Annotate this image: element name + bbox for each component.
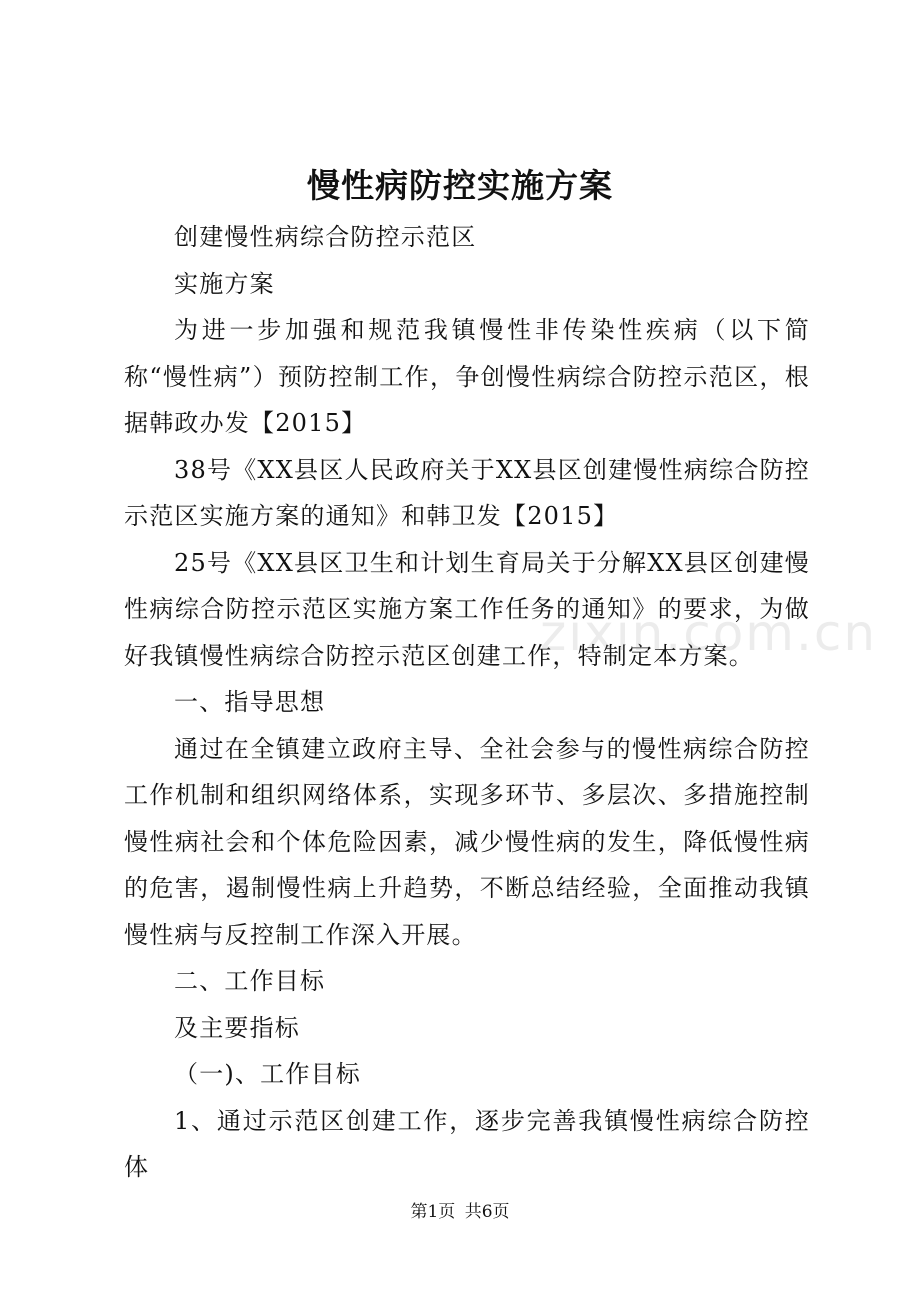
document-title: 慢性病防控实施方案 bbox=[307, 166, 613, 205]
section-heading: 一、指导思想 bbox=[174, 688, 326, 716]
paragraph: 创建慢性病综合防控示范区 bbox=[174, 223, 477, 251]
paragraph: 25号《XX县区卫生和计划生育局关于分解XX县区创建慢性病综合防控示范区实施方案工作任务的通知》的要求，为做好我镇慢性病综合防控示范区创建工作，特制定本方案。 bbox=[124, 548, 810, 670]
page-number: 第1页 bbox=[410, 1202, 456, 1222]
paragraph: 1、通过示范区创建工作，逐步完善我镇慢性病综合防控体 bbox=[124, 1106, 810, 1181]
section-heading: 及主要指标 bbox=[174, 1013, 300, 1042]
paragraph: 为进一步加强和规范我镇慢性非传染性疾病（以下简称“慢性病”）预防控制工作，争创慢性病综合防控示范区，根据韩政办发【2015】 bbox=[124, 316, 810, 437]
document-body bbox=[124, 214, 810, 1191]
subsection-heading: （一)、工作目标 bbox=[174, 1060, 361, 1088]
section-heading: 二、工作目标 bbox=[174, 967, 326, 995]
page-footer bbox=[0, 1200, 920, 1224]
page-total: 共6页 bbox=[464, 1202, 510, 1222]
paragraph: 通过在全镇建立政府主导、全社会参与的慢性病综合防控工作机制和组织网络体系，实现多环节、多层次、多措施控制慢性病社会和个体危险因素，减少慢性病的发生，降低慢性病的危害，遏制慢性病上升趋势，不断总结经验，全面推动我镇慢性病与反控制工作深入开展。 bbox=[124, 734, 810, 949]
paragraph: 38号《XX县区人民政府关于XX县区创建慢性病综合防控示范区实施方案的通知》和韩卫发【2015】 bbox=[124, 455, 810, 530]
paragraph: 实施方案 bbox=[174, 269, 275, 298]
watermark: zixin.com.cn bbox=[540, 604, 878, 662]
